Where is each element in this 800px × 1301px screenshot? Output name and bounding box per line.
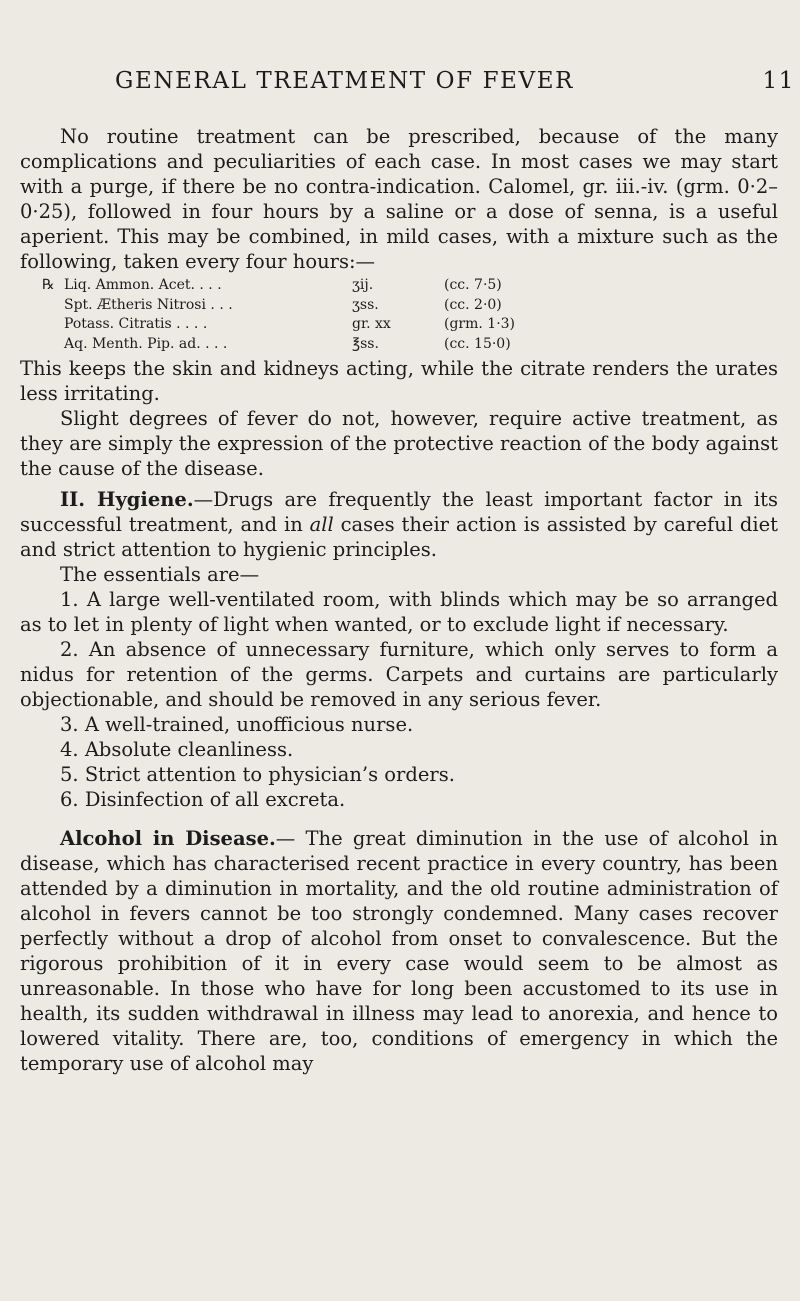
list-item: 3. A well-trained, unofficious nurse. — [60, 713, 414, 736]
prescription-row — [64, 296, 664, 316]
paragraph-intro: No routine treatment can be prescribed, because of the many complications and peculiarities of each case. In most cases we may start with a purge, if there be no contra-indication. Calomel, gr. iii.-iv. (grm. 0·2–0·25), followed in four hours by a saline or a dose of senna, is a useful aperient. This may be combined, in mild cases, with a mixture such as the following, taken every four hours:— — [20, 125, 778, 273]
list-item: 4. Absolute cleanliness. — [60, 738, 294, 761]
rx-quantity: ʒij. — [352, 277, 374, 293]
rx-ingredient: Spt. Ætheris Nitrosi . . . — [64, 296, 233, 313]
rx-quantity: gr. xx — [352, 316, 391, 332]
paragraph-after-prescription: This keeps the skin and kidneys acting, while the citrate renders the urates less irritating. — [20, 357, 778, 405]
rx-metric: (cc. 15·0) — [444, 335, 511, 352]
section-heading-hygiene: II. Hygiene. — [60, 488, 194, 511]
prescription-row — [64, 335, 664, 355]
paragraph-hygiene: II. Hygiene.—Drugs are frequently the least important factor in its successful treatment, and in all cases their action is assisted by careful diet and strict attention to hygienic principles. — [20, 488, 778, 561]
section-heading-alcohol: Alcohol in Disease. — [60, 827, 276, 850]
page-number: 11 — [762, 68, 795, 94]
paragraph-slight-fever: Slight degrees of fever do not, however, require active treatment, as they are simply the expression of the protective reaction of the body against the cause of the disease. — [20, 407, 778, 480]
rx-metric: (grm. 1·3) — [444, 316, 516, 332]
list-item: 5. Strict attention to physician’s orders. — [60, 763, 455, 786]
rx-quantity: ℥ss. — [352, 335, 379, 352]
rx-ingredient: Liq. Ammon. Acet. . . . — [64, 277, 222, 293]
list-item: 6. Disinfection of all excreta. — [60, 788, 346, 811]
rx-ingredient: Aq. Menth. Pip. ad. . . . — [64, 335, 228, 352]
essentials-intro: The essentials are— — [60, 563, 260, 586]
running-head-title: GENERAL TREATMENT OF FEVER — [115, 68, 575, 94]
prescription-row — [42, 276, 664, 296]
emphasis-all: all — [309, 513, 334, 536]
rx-metric: (cc. 7·5) — [444, 277, 502, 293]
prescription-row — [64, 315, 664, 335]
list-item: 2. An absence of unnecessary furniture, which only serves to form a nidus for retention of the germs. Carpets and curtains are particularly objectionable, and should be removed in any serious fever. — [20, 638, 778, 711]
rx-quantity: ʒss. — [352, 296, 379, 313]
recipe-symbol: ℞ — [42, 277, 55, 293]
paragraph-alcohol: Alcohol in Disease.— The great diminution in the use of alcohol in disease, which has characterised recent practice in every country, has been attended by a diminution in mortality, and the old routine administration of alcohol in fevers cannot be too strongly condemned. Many cases recover perfectly without a drop of alcohol from onset to convalescence. But the rigorous prohibition of it in every case would seem to be almost as unreasonable. In those who have for long been accustomed to its use in health, its sudden withdrawal in illness may lead to anorexia, and hence to lowered vitality. There are, too, conditions of emergency in which the temporary use of alcohol may — [20, 827, 778, 1075]
rx-ingredient: Potass. Citratis . . . . — [64, 316, 208, 332]
body-text — [20, 124, 778, 1076]
prescription — [42, 276, 664, 354]
rx-metric: (cc. 2·0) — [444, 296, 502, 313]
list-item: 1. A large well-ventilated room, with blinds which may be so arranged as to let in plenty of light when wanted, or to exclude light if necessary. — [20, 588, 779, 636]
